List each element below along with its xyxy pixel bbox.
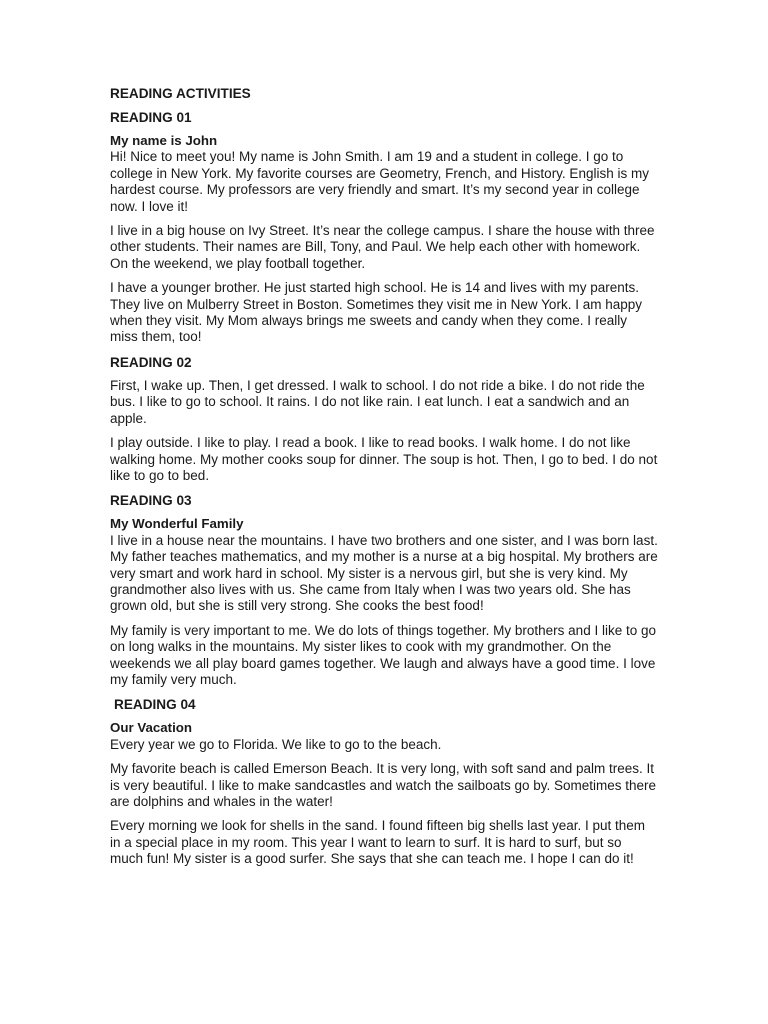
paragraph: I live in a house near the mountains. I have two brothers and one sister, and I was born last. My father teaches mathematics, and my mother is a nurse at a big hospital. My brothers are very smart and work hard in school. My sister is a nervous girl, but she is very kind. My grandmother also lives with us. She came from Italy when I was two years old. She has grown old, but she is still very strong. She cooks the best food!: [110, 532, 658, 614]
reading-section-01: [110, 109, 658, 346]
reading-section-02: [110, 354, 658, 484]
paragraph: I live in a big house on Ivy Street. It’s near the college campus. I share the house with three other students. Their names are Bill, Tony, and Paul. We help each other with homework. On the weekend, we play football together.: [110, 223, 655, 271]
section-heading: READING 04: [114, 697, 196, 713]
paragraph: First, I wake up. Then, I get dressed. I walk to school. I do not ride a bike. I do not ride the bus. I like to go to school. It rains. I do not like rain. I eat lunch. I eat a sandwich and an apple.: [110, 377, 645, 426]
story-title: My name is John: [110, 133, 218, 148]
section-heading: READING 03: [110, 493, 192, 509]
story-title: My Wonderful Family: [110, 516, 244, 532]
paragraph: Every morning we look for shells in the sand. I found fifteen big shells last year. I put them in a special place in my room. This year I want to learn to surf. It is hard to surf, but so much fun! My sister is a good surfer. She says that she can teach me. I hope I can do it!: [110, 818, 646, 867]
paragraph: I play outside. I like to play. I read a book. I like to read books. I walk home. I do not like walking home. My mother cooks soup for dinner. The soup is hot. Then, I go to bed. I do not like to go to bed.: [110, 435, 658, 483]
paragraph: Hi! Nice to meet you! My name is John Smith. I am 19 and a student in college. I go to college in New York. My favorite courses are Geometry, French, and History. English is my hardest course. My professors are very friendly and smart. It’s my second year in college now. I love it!: [110, 149, 649, 214]
paragraph: Every year we go to Florida. We like to go to the beach.: [110, 736, 442, 752]
reading-section-04: [110, 696, 658, 867]
paragraph: My family is very important to me. We do lots of things together. My brothers and I like to go on long walks in the mountains. My sister likes to cook with my grandmother. On the weekends we all play board games together. We laugh and always have a good time. I love my family very much.: [110, 622, 656, 687]
section-heading: READING 01: [110, 110, 192, 125]
paragraph: I have a younger brother. He just started high school. He is 14 and lives with my parents. They live on Mulberry Street in Boston. Sometimes they visit me in New York. I am happy when they visit. My Mom always brings me sweets and candy when they come. I really miss them, too!: [110, 280, 642, 345]
section-heading: READING 02: [110, 354, 192, 370]
reading-section-03: [110, 492, 658, 688]
document-title: READING ACTIVITIES: [110, 86, 251, 101]
paragraph: My favorite beach is called Emerson Beach. It is very long, with soft sand and palm trees. It is very beautiful. I like to make sandcastles and watch the sailboats go by. Sometimes there are dolphins and whales in the water!: [110, 761, 657, 809]
document-page: [110, 85, 658, 876]
story-title: Our Vacation: [110, 720, 193, 736]
